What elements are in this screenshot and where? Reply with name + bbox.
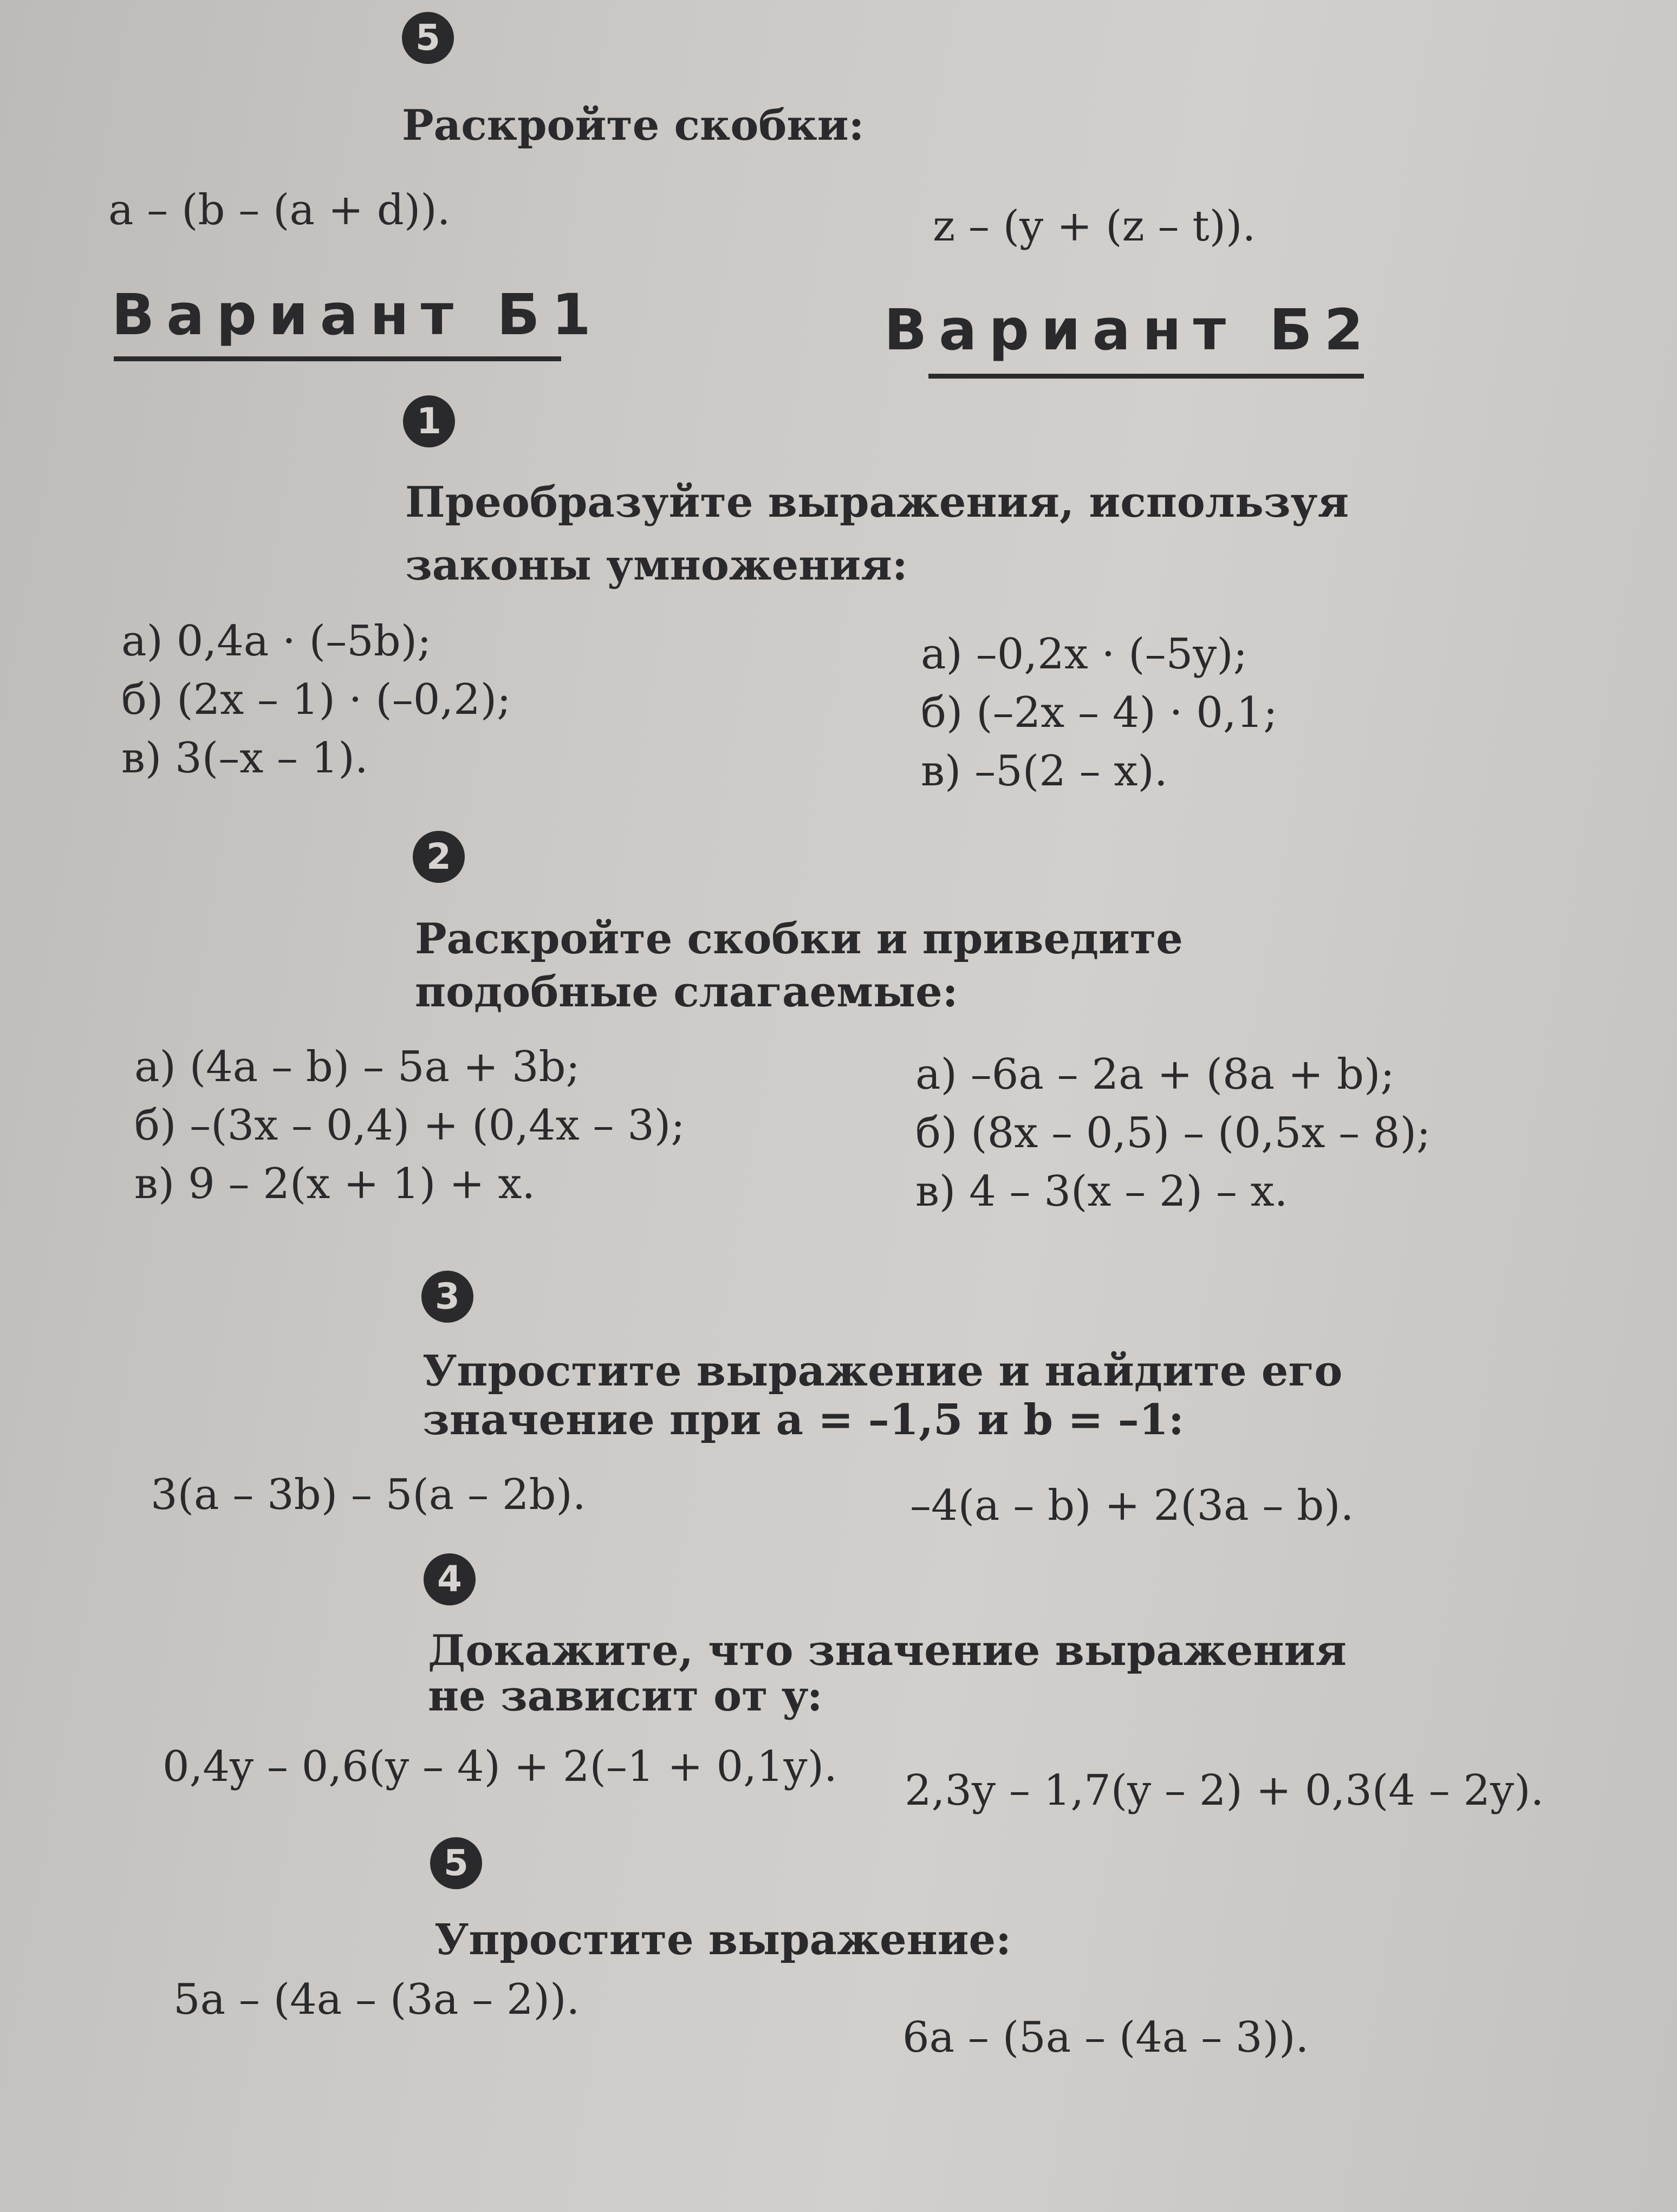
expression-right: z – (y + (z – t)). bbox=[933, 202, 1256, 251]
variant-b2-underline bbox=[928, 374, 1364, 379]
expression-left: 0,4y – 0,6(y – 4) + 2(–1 + 0,1y). bbox=[162, 1742, 837, 1791]
task-title-line: подобные слагаемые: bbox=[415, 967, 958, 1017]
exercise-item: б) (2x – 1) · (–0,2); bbox=[121, 675, 511, 724]
task-number-badge: 5 bbox=[430, 1837, 482, 1889]
exercise-list-right bbox=[921, 625, 1278, 801]
exercise-item: б) (8x – 0,5) – (0,5x – 8); bbox=[915, 1109, 1431, 1157]
expression-right: –4(a – b) + 2(3a – b). bbox=[910, 1481, 1354, 1530]
task-number-badge: 5 bbox=[402, 12, 454, 64]
exercise-list-left bbox=[121, 612, 511, 788]
exercise-item: а) –6a – 2a + (8a + b); bbox=[915, 1050, 1395, 1099]
expression-left: 3(a – 3b) – 5(a – 2b). bbox=[151, 1471, 586, 1519]
variant-b1-underline bbox=[114, 356, 561, 361]
exercise-item: а) (4a – b) – 5a + 3b; bbox=[134, 1043, 580, 1091]
exercise-item: б) –(3x – 0,4) + (0,4x – 3); bbox=[134, 1101, 685, 1150]
exercise-item: а) 0,4a · (–5b); bbox=[121, 617, 432, 666]
variant-b2-heading: Вариант Б2 bbox=[884, 297, 1375, 363]
exercise-item: в) 4 – 3(x – 2) – x. bbox=[915, 1167, 1288, 1216]
task-title: Раскройте скобки: bbox=[402, 101, 864, 150]
task-title: Упростите выражение: bbox=[434, 1915, 1011, 1964]
task-title-line: не зависит от y: bbox=[428, 1671, 823, 1721]
task-title-line: Раскройте скобки и приведите bbox=[415, 914, 1183, 964]
task-number-badge: 4 bbox=[424, 1553, 476, 1605]
expression-right: 2,3y – 1,7(y – 2) + 0,3(4 – 2y). bbox=[905, 1766, 1544, 1815]
exercise-item: в) 3(–x – 1). bbox=[121, 734, 368, 783]
exercise-item: а) –0,2x · (–5y); bbox=[921, 630, 1247, 679]
expression-left: a – (b – (a + d)). bbox=[108, 186, 451, 235]
exercise-item: в) 9 – 2(x + 1) + x. bbox=[134, 1160, 536, 1208]
task-title-line: Упростите выражение и найдите его bbox=[422, 1346, 1343, 1396]
task-title-line: Докажите, что значение выражения bbox=[428, 1626, 1347, 1675]
task-number-badge: 1 bbox=[403, 395, 455, 447]
expression-left: 5a – (4a – (3a – 2)). bbox=[173, 1975, 580, 2024]
exercise-item: б) (–2x – 4) · 0,1; bbox=[921, 688, 1278, 737]
exercise-list-left bbox=[134, 1038, 685, 1213]
exercise-item: в) –5(2 – x). bbox=[921, 747, 1168, 796]
task-title-line: законы умножения: bbox=[405, 541, 908, 590]
task-title-line: значение при a = –1,5 и b = –1: bbox=[422, 1395, 1184, 1445]
exercise-list-right bbox=[915, 1045, 1431, 1221]
variant-b1-heading: Вариант Б1 bbox=[112, 282, 603, 348]
task-title-line: Преобразуйте выражения, используя bbox=[405, 478, 1349, 527]
task-number-badge: 3 bbox=[421, 1271, 473, 1323]
task-number-badge: 2 bbox=[413, 831, 465, 883]
expression-right: 6a – (5a – (4a – 3)). bbox=[902, 2013, 1309, 2062]
